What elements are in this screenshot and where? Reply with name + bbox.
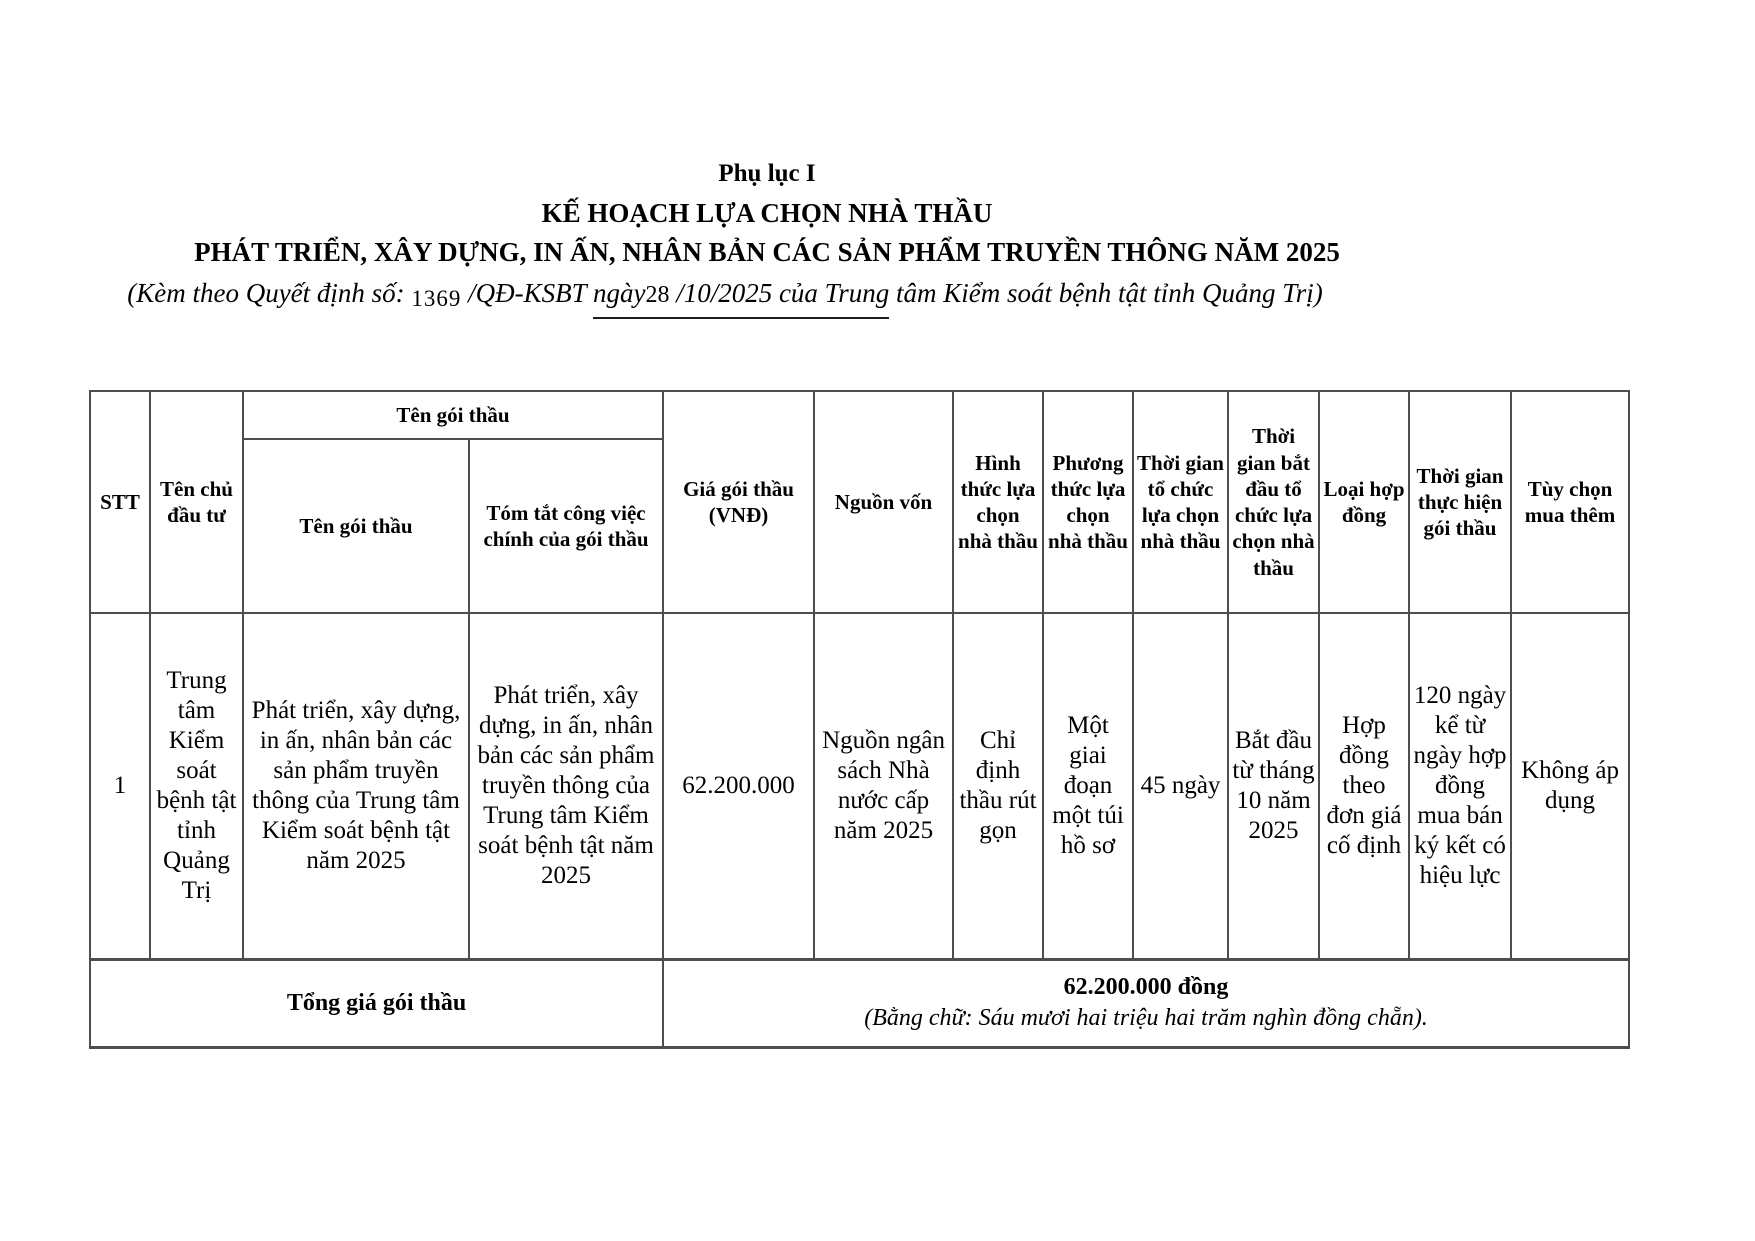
total-label-cell: Tổng giá gói thầu [90,959,663,1047]
total-amount-cell [663,959,1629,1047]
cell-nguon-von: Nguồn ngân sách Nhà nước cấp năm 2025 [814,613,953,959]
cell-ten-goi-thau: Phát triển, xây dựng, in ấn, nhân bản các sản phẩm truyền thông của Trung tâm Kiểm soát bệnh tật năm 2025 [243,613,469,959]
appendix-label: Phụ lục I [718,160,816,187]
subtitle-suffix: tâm Kiểm soát bệnh tật tỉnh Quảng Trị) [889,278,1323,308]
header-gia-goi-thau: Giá gói thầu (VNĐ) [663,391,814,613]
header-nguon-von: Nguồn vốn [814,391,953,613]
cell-gia-goi-thau: 62.200.000 [663,613,814,959]
subtitle-underlined-segment [593,278,889,319]
header-thoi-gian-bat-dau: Thời gian bắt đầu tổ chức lựa chọn nhà thầu [1228,391,1319,613]
cell-loai-hop-dong: Hợp đồng theo đơn giá cố định [1319,613,1409,959]
header-ten-goi-thau: Tên gói thầu [243,439,469,613]
header-stt: STT [90,391,150,613]
procurement-plan-table [89,390,1630,1049]
header-ten-chu-dau-tu: Tên chủ đầu tư [150,391,243,613]
decision-reference-line [0,278,1492,309]
subtitle-date-rest: /10/2025 của Trung [669,278,890,308]
subtitle-qd-ksbt: /QĐ-KSBT [461,278,593,308]
subtitle-ngay: ngày [592,278,646,308]
header-thoi-gian-to-chuc: Thời gian tổ chức lựa chọn nhà thầu [1133,391,1228,613]
cell-stt: 1 [90,613,150,959]
cell-tom-tat-cong-viec: Phát triển, xây dựng, in ấn, nhân bản các sản phẩm truyền thông của Trung tâm Kiểm soát bệnh tật năm 2025 [469,613,663,959]
document-title-line2: PHÁT TRIỂN, XÂY DỰNG, IN ẤN, NHÂN BẢN CÁC SẢN PHẨM TRUYỀN THÔNG NĂM 2025 [194,237,1340,267]
cell-hinh-thuc-lua-chon: Chỉ định thầu rút gọn [953,613,1043,959]
header-ten-goi-thau-group: Tên gói thầu [243,391,663,439]
subtitle-prefix: (Kèm theo Quyết định số: [127,278,412,308]
title-block [0,160,1534,309]
decision-number: 1369 [411,286,462,311]
total-amount-in-words: (Bằng chữ: Sáu mươi hai triệu hai trăm nghìn đồng chẵn). [864,1005,1428,1031]
document-title-line1: KẾ HOẠCH LỰA CHỌN NHÀ THẦU [541,198,993,228]
cell-phuong-thuc-lua-chon: Một giai đoạn một túi hồ sơ [1043,613,1133,959]
header-thoi-gian-thuc-hien: Thời gian thực hiện gói thầu [1409,391,1511,613]
header-row-group [90,391,1629,439]
cell-thoi-gian-bat-dau: Bắt đầu từ tháng 10 năm 2025 [1228,613,1319,959]
header-hinh-thuc-lua-chon: Hình thức lựa chọn nhà thầu [953,391,1043,613]
table-row [90,613,1629,959]
decision-day: 28 [645,282,670,308]
cell-ten-chu-dau-tu: Trung tâm Kiểm soát bệnh tật tỉnh Quảng Trị [150,613,243,959]
header-phuong-thuc-lua-chon: Phương thức lựa chọn nhà thầu [1043,391,1133,613]
header-tuy-chon-mua-them: Tùy chọn mua thêm [1511,391,1629,613]
cell-thoi-gian-thuc-hien: 120 ngày kể từ ngày hợp đồng mua bán ký kết có hiệu lực [1409,613,1511,959]
header-loai-hop-dong: Loại hợp đồng [1319,391,1409,613]
cell-tuy-chon-mua-them: Không áp dụng [1511,613,1629,959]
cell-thoi-gian-to-chuc: 45 ngày [1133,613,1228,959]
header-tom-tat-cong-viec: Tóm tắt công việc chính của gói thầu [469,439,663,613]
total-amount: 62.200.000 đồng [1063,973,1229,1000]
total-row [90,959,1629,1047]
